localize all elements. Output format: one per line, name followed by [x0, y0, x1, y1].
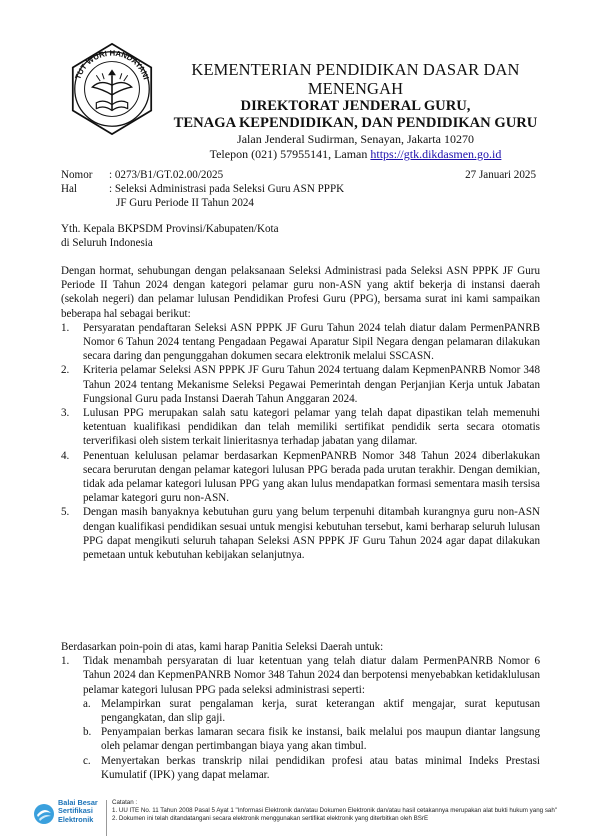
bsre-line-1: Balai Besar — [58, 798, 98, 807]
hal-value-2: JF Guru Periode II Tahun 2024 — [116, 197, 254, 210]
footer-divider — [106, 800, 107, 836]
request-item-1 — [61, 654, 540, 697]
addressee-line-2: di Seluruh Indonesia — [61, 237, 153, 250]
addressee — [61, 222, 536, 250]
item-number: 1. — [61, 321, 70, 334]
phone-text: Telepon (021) 57955141, Laman — [209, 146, 371, 161]
request-number: 1. — [61, 655, 70, 668]
sub-list-item — [61, 725, 540, 753]
request-text: Tidak menambah persyaratan di luar ketentuan yang telah diatur dalam PermenPANRB Nomor 6 Tahun 2024 dan KepmenPANRB Nomor 348 Tahun 2024 dan berpotensi menyebabkan ketidaklulusan pelamar kategori lulusan PPG pada seleksi administrasi seperti: — [83, 655, 540, 696]
address-line: Jalan Jenderal Sudirman, Senayan, Jakarta 10270 — [237, 132, 474, 146]
sub-item-letter: b. — [83, 726, 92, 739]
list-item — [61, 363, 540, 406]
hal-value-1: : Seleksi Administrasi pada Seleksi Guru ASN PPPK — [109, 183, 345, 196]
website-link[interactable]: https://gtk.dikdasmen.go.id — [370, 146, 502, 161]
item-text: Kriteria pelamar Seleksi ASN PPPK JF Guru Tahun 2024 tertuang dalam KepmenPANRB Nomor 348 Tahun 2024 tentang Mekanisme Seleksi Pegawai Pemerintah dengan Perjanjian Kerja untuk Jabatan Fungsional Guru pada Instansi Daerah Tahun Anggaran 2024. — [83, 364, 540, 405]
nomor-label: Nomor — [61, 169, 93, 181]
hal-row-2 — [61, 196, 536, 210]
ministry-name: KEMENTERIAN PENDIDIKAN DASAR DAN MENENGAH — [191, 60, 520, 98]
tut-wuri-handayani-logo — [63, 40, 161, 138]
item-number: 5. — [61, 506, 70, 519]
list-item — [61, 505, 540, 562]
sub-item-letter: a. — [83, 697, 91, 710]
sub-item-letter: c. — [83, 754, 91, 767]
points-list — [61, 321, 540, 562]
item-text: Dengan masih banyaknya kebutuhan guru yang belum terpenuhi ditambah kurangnya guru non-ASN dengan kualifikasi pendidikan sesuai untuk mengisi kebutuhan tersebut, kami berharap seluruh lulusan PPG dapat mengikuti seluruh tahapan Seleksi ASN PPPK JF Guru Tahun 2024 agar dapat dilakukan pemetaan untuk kebutuhan kebijakan selanjutnya. — [83, 506, 540, 562]
item-text: Lulusan PPG merupakan salah satu kategori pelamar yang telah dapat dipastikan telah memenuhi ketentuan kualifikasi pendidikan dan telah memiliki sertifikat pendidik serta secara otomatis terverifikasi oleh sistem terkait linieritasnya terhadap jabatan yang dilamar. — [83, 407, 540, 448]
nomor-value: : 0273/B1/GT.02.00/2025 — [109, 169, 224, 181]
list-item — [61, 406, 540, 449]
intro-paragraph: Dengan hormat, sehubungan dengan pelaksanaan Seleksi Administrasi pada Seleksi ASN PPPK JF Guru Periode II Tahun 2024 dengan kategori pelamar guru non-ASN yang aktif bekerja di instansi daerah (sekolah negeri) dan pelamar lulusan Pendidikan Profesi Guru (PPG), bersama surat ini kami sampaikan beberapa hal sebagai berikut: — [61, 265, 540, 320]
list-item — [61, 449, 540, 506]
sub-item-text: Penyampaian berkas lamaran secara fisik ke instansi, baik melalui pos maupun diantar langsung oleh pelamar dengan pertimbangan biaya yang akan timbul. — [101, 726, 540, 753]
list-item — [61, 321, 540, 364]
letter-date: 27 Januari 2025 — [465, 169, 536, 181]
svg-text:TUT WURI HANDAYANI: TUT WURI HANDAYANI — [73, 48, 151, 81]
hal-row — [61, 182, 536, 196]
item-number: 4. — [61, 449, 70, 462]
footer-notes — [112, 799, 599, 824]
addressee-line-1: Yth. Kepala BKPSDM Provinsi/Kabupaten/Kota — [61, 223, 279, 235]
contact-line — [158, 147, 553, 162]
signature-footer — [0, 796, 599, 839]
request-section — [61, 640, 540, 782]
note-2: 2. Dokumen ini telah ditandatangani secara elektronik menggunakan sertifikat elektronik yang diterbitkan oleh BSrE — [112, 815, 429, 823]
request-intro: Berdasarkan poin-poin di atas, kami harap Panitia Seleksi Daerah untuk: — [61, 641, 384, 653]
hal-label: Hal — [61, 183, 78, 196]
sub-item-text: Menyertakan berkas transkrip nilai pendidikan profesi atau batas minimal Indeks Prestasi Kumulatif (IPK) yang dapat melamar. — [101, 754, 540, 781]
note-1: 1. UU ITE No. 11 Tahun 2008 Pasal 5 Ayat 1 "Informasi Elektronik dan/atau Dokumen Elektronik dan/atau hasil cetakannya merupakan alat bukti hukum yang sah" — [112, 807, 557, 815]
bsre-label — [58, 799, 98, 824]
letter-meta — [61, 168, 536, 211]
letter-body — [61, 264, 540, 562]
bsre-logo-icon — [32, 802, 56, 826]
letterhead — [158, 60, 553, 161]
item-number: 2. — [61, 364, 70, 377]
item-text: Penentuan kelulusan pelamar berdasarkan KepmenPANRB Nomor 348 Tahun 2024 diberlakukan secara berurutan dengan pelamar kategori lulusan PPG berada pada urutan terakhir. Dengan demikian, tidak ada pelamar kategori lulusan PPG yang akan lulus mendapatkan formasi sementara masih tersisa pelamar kategori guru non-ASN. — [83, 449, 540, 505]
bsre-line-2: Sertifikasi — [58, 806, 93, 816]
directorate-line-1: DIREKTORAT JENDERAL GURU, — [240, 98, 471, 114]
sub-list-item — [61, 754, 540, 782]
sub-item-text: Melampirkan surat pengalaman kerja, surat keterangan aktif mengajar, surat keputusan pengangkatan, dan slip gaji. — [101, 697, 540, 725]
item-text: Persyaratan pendaftaran Seleksi ASN PPPK JF Guru Tahun 2024 telah diatur dalam PermenPANRB Nomor 6 Tahun 2024 tentang Pengadaan Pegawai Aparatur Sipil Negara dengan pelamaran dilakukan secara daring dan pengunggahan dokumen secara elektronik melalui SSCASN. — [83, 321, 540, 363]
sub-list-item — [61, 697, 540, 725]
bsre-line-3: Elektronik — [58, 814, 94, 824]
directorate-line-2: TENAGA KEPENDIDIKAN, DAN PENDIDIKAN GURU — [173, 115, 538, 131]
notes-heading: Catatan : — [112, 799, 138, 806]
item-number: 3. — [61, 407, 70, 420]
